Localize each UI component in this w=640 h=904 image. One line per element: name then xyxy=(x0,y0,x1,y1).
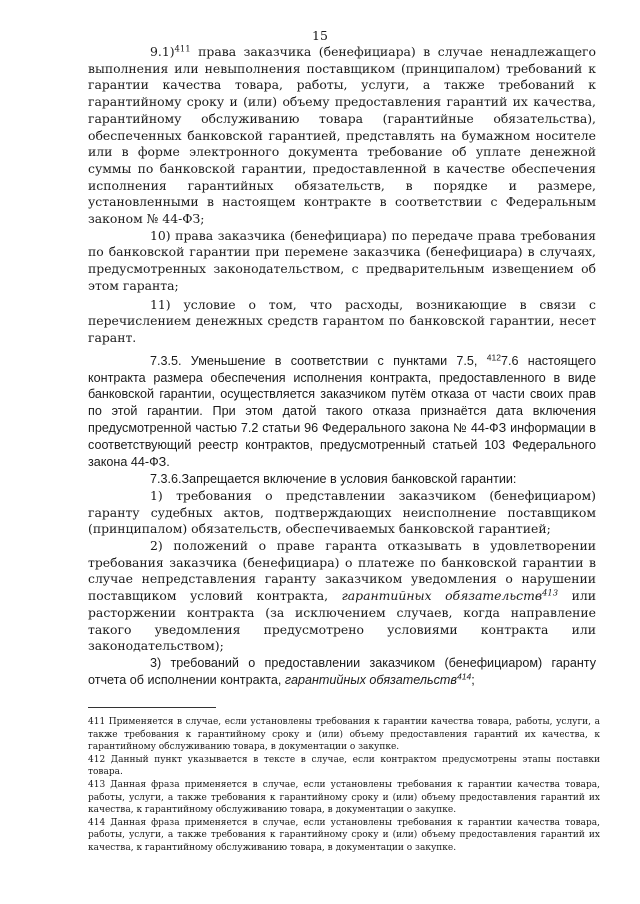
paragraph-text: 2) положений о праве гаранта отказывать в удовлетворении требования заказчика (бенефициара) о платеже по банковской гарантии в случае непредставления гаранту заказчиком уведомления о нарушении поставщиком условий контракта, xyxy=(88,538,596,604)
paragraph-text: 11) условие о том, что расходы, возникающие в связи с перечислением денежных средств гарантом по банковской гарантии, несет гарант. xyxy=(88,296,596,345)
footnote-ref-414: 414 xyxy=(456,671,472,682)
item-number: 9.1) xyxy=(150,44,175,59)
footnote-412: 412 Данный пункт указывается в тексте в случае, если контрактом предусмотрены этапы поставки товара. xyxy=(88,754,600,778)
paragraph-10 xyxy=(88,228,596,295)
paragraph-text: 10) права заказчика (бенефициара) по передаче права требования по банковской гарантии при перемене заказчика (бенефициара) в случаях, предусмотренных законодательством, с предварительным извещением об этом гаранта; xyxy=(88,227,596,293)
paragraph-11 xyxy=(88,297,596,347)
italic-phrase: гарантийных обязательств xyxy=(284,672,457,687)
paragraph-text: или расторжении контракта (за исключением случаев, когда направление такого уведомления предусмотрено условиями контракта или законодательством); xyxy=(88,588,596,654)
page-number: 15 xyxy=(312,28,328,43)
paragraph-text: 7.6 настоящего контракта размера обеспечения исполнения контракта, предоставленного в виде банковской гарантии, осуществляется заказчиком путём отказа от части своих прав по этой гарантии. При этом датой такого отказа признаётся дата включения предусмотренной частью 7.2 статьи 96 Федерального закона № 44-ФЗ информации в соответствующий реестр контрактов, предусмотренный статьей 103 Федерального закона 44-ФЗ. xyxy=(88,353,596,470)
paragraph-item-2 xyxy=(88,538,596,655)
paragraph-item-3 xyxy=(88,655,596,689)
footnote-414: 414 Данная фраза применяется в случае, если установлены требования к гарантии качества товара, работы, услуги, а также требования к гарантийному сроку и (или) объему предоставления гарантий их качества, к гарантийному обслуживанию товара, в документации о закупке. xyxy=(88,817,600,853)
paragraph-text: 1) требования о представлении заказчиком (бенефициаром) гаранту судебных актов, подтверждающих неисполнение поставщиком (принципалом) обязательств, обеспечиваемых банковской гарантией; xyxy=(88,487,596,537)
paragraph-text: ; xyxy=(471,672,475,687)
paragraph-text: 3) требований о предоставлении заказчиком (бенефициаром) гаранту отчета об исполнении контракта, xyxy=(88,655,596,687)
footnote-411: 411 Применяется в случае, если установлены требования к гарантии качества товара, работы, услуги, а также требования к гарантийному сроку и (или) объему предоставления гарантий их качества, к гарантийному обслуживанию товара, в документации о закупке. xyxy=(88,717,600,753)
footnote-413: 413 Данная фраза применяется в случае, если установлены требования к гарантии качества товара, работы, услуги, а также требования к гарантийному сроку и (или) объему предоставления гарантий их качества, к гарантийному обслуживанию товара, в документации о закупке. xyxy=(88,779,600,816)
paragraph-text: 7.3.6.Запрещается включение в условия банковской гарантии: xyxy=(150,472,517,486)
paragraph-text: 7.3.5. Уменьшение в соответствии с пунктами 7.5, xyxy=(150,353,487,368)
footnote-separator xyxy=(88,707,216,708)
paragraph-7-3-5 xyxy=(88,353,596,471)
footnote-ref-411: 411 xyxy=(174,43,191,54)
paragraph-9-1 xyxy=(88,44,596,228)
paragraph-item-1 xyxy=(88,488,596,538)
italic-phrase: гарантийных обязательств xyxy=(341,588,543,604)
paragraph-7-3-6 xyxy=(88,471,596,488)
paragraph-text: права заказчика (бенефициара) в случае ненадлежащего выполнения или невыполнения поставщиком (принципалом) требований к гарантии качества товара, работы, услуги, а также требований к гарантийному сроку и (или) объему предоставления гарантий их качества, гарантийному обслуживанию товара (гарантийные обязательства), обеспеченных банковской гарантией, представлять на бумажном носителе или в форме электронного документа требование об уплате денежной суммы по банковской гарантии, предоставленной в качестве обеспечения исполнения гарантийных обязательств, в порядке и размере, установленными в настоящем контракте в соответствии с Федеральным законом № 44-ФЗ; xyxy=(88,44,596,227)
body-text xyxy=(88,44,596,689)
footnote-ref-413: 413 xyxy=(542,587,559,598)
footnotes xyxy=(88,716,600,855)
footnote-ref-412: 412 xyxy=(486,351,501,362)
